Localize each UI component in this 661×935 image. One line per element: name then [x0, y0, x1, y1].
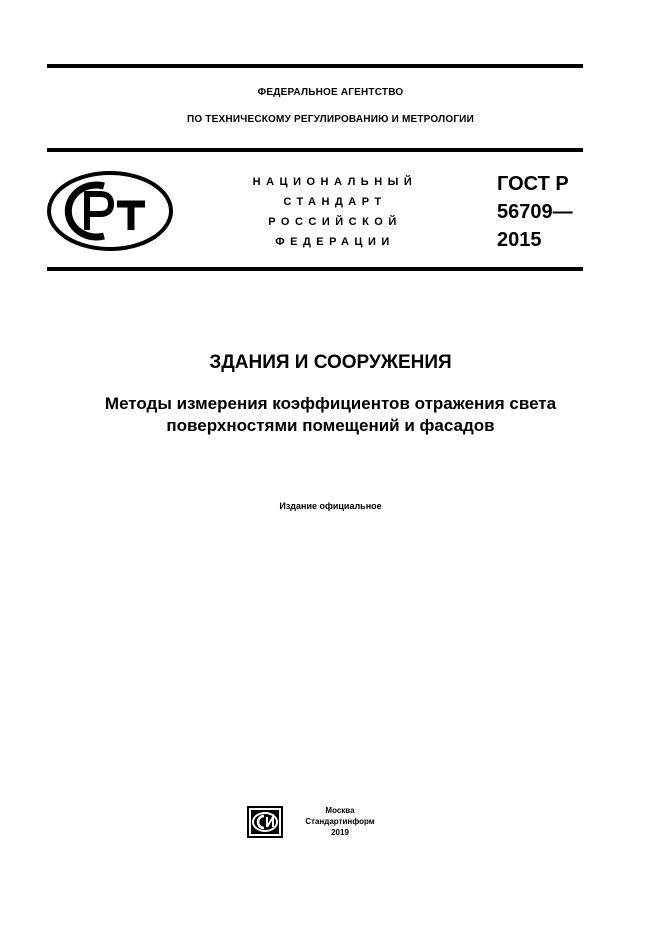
rst-logo-icon — [47, 170, 173, 252]
document-title: ЗДАНИЯ И СООРУЖЕНИЯ — [209, 352, 452, 373]
national-standard-line2: СТАНДАРТ — [283, 196, 387, 208]
publisher-imprint — [292, 805, 388, 838]
publisher-year: 2019 — [331, 828, 349, 837]
top-rule — [47, 64, 583, 68]
header-bottom-rule — [47, 267, 583, 271]
designation-line3: 2015 — [497, 229, 542, 251]
agency-name-line2: ПО ТЕХНИЧЕСКОМУ РЕГУЛИРОВАНИЮ И МЕТРОЛОГИИ — [187, 114, 474, 125]
subtitle-line2: поверхностями помещений и фасадов — [166, 416, 495, 435]
national-standard-label — [220, 172, 450, 252]
publisher-name: Стандартинформ — [305, 817, 375, 826]
publisher-logo-icon — [247, 806, 285, 838]
publisher-city: Москва — [325, 806, 355, 815]
designation-line2: 56709— — [497, 201, 573, 223]
header-rule — [47, 148, 583, 152]
document-subtitle — [40, 393, 621, 437]
national-standard-line4: ФЕДЕРАЦИИ — [275, 236, 395, 248]
standard-designation — [497, 170, 587, 254]
edition-label: Издание официальное — [279, 501, 382, 511]
agency-name-line1: ФЕДЕРАЛЬНОЕ АГЕНТСТВО — [257, 87, 404, 98]
subtitle-line1: Методы измерения коэффициентов отражения света — [104, 394, 557, 413]
national-standard-line1: НАЦИОНАЛЬНЫЙ — [252, 176, 418, 188]
national-standard-line3: РОССИЙСКОЙ — [268, 216, 402, 228]
designation-line1: ГОСТ Р — [497, 173, 569, 195]
